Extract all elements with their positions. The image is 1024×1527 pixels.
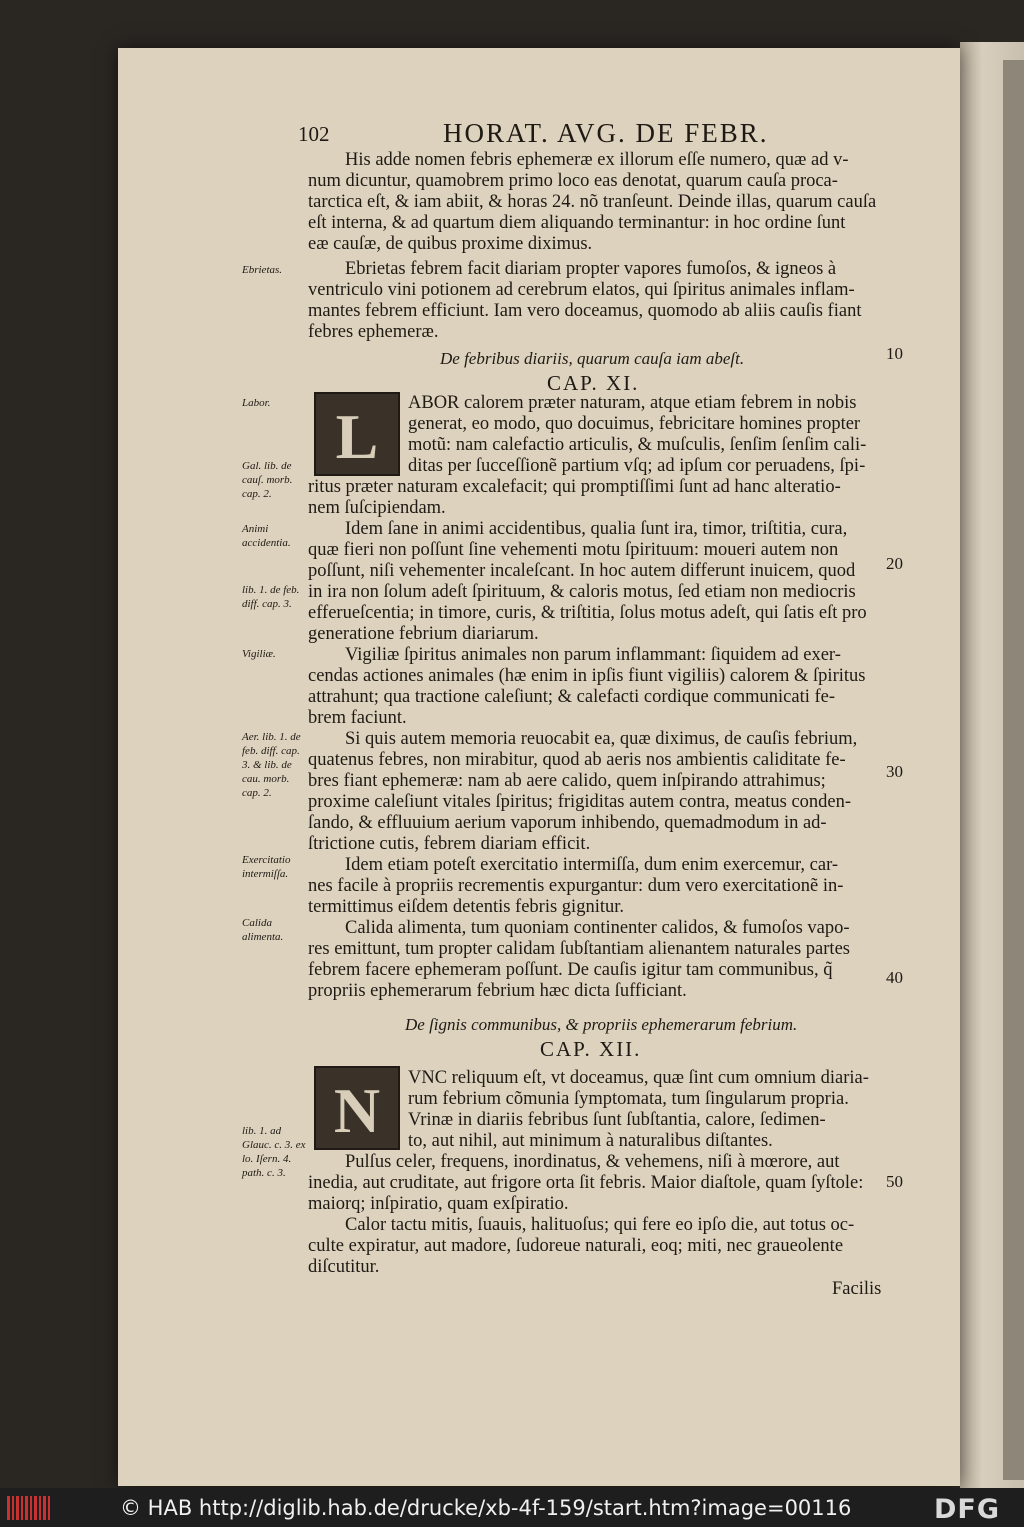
- text-line: Ebrietas febrem facit diariam propter vapores fumoſos, & igneos à: [345, 259, 837, 279]
- text-line: brem faciunt.: [308, 708, 407, 728]
- text-line: num dicuntur, quamobrem primo loco eas denotat, quarum cauſa proca-: [308, 171, 838, 191]
- copyright-url[interactable]: © HAB http://diglib.hab.de/drucke/xb-4f-159/start.htm?image=00116: [120, 1496, 852, 1520]
- chapter-title: CAP. XI.: [547, 371, 640, 395]
- marginal-note: Animi accidentia.: [242, 523, 291, 549]
- text-line: to, aut nihil, aut minimum à naturalibus diſtantes.: [408, 1131, 773, 1151]
- text-line: Vigiliæ ſpiritus animales non parum inflammant: ſiquidem ad exer-: [345, 645, 841, 665]
- text-line: inedia, aut cruditate, aut frigore orta ſit febris. Maior diaſtole, quam ſyſtole:: [308, 1173, 864, 1193]
- text-line: cendas actiones animales (hæ enim in ipſis fiunt vigiliis) calorem & ſpiritus: [308, 666, 866, 686]
- text-line: propriis ephemerarum febrium hæc dicta ſufficiant.: [308, 981, 687, 1001]
- line-number: 10: [886, 344, 903, 363]
- marginal-note: lib. 1. de feb. diff. cap. 3.: [242, 584, 300, 610]
- text-line: VNC reliquum eſt, vt doceamus, quæ ſint cum omnium diaria-: [408, 1068, 869, 1088]
- text-line: ſtrictione cutis, febrem diariam efficit.: [308, 834, 591, 854]
- text-line: diſcutitur.: [308, 1257, 380, 1277]
- text-line: febres ephemeræ.: [308, 322, 439, 342]
- marginal-note: Calida alimenta.: [242, 917, 284, 943]
- text-line: Vrinæ in diariis febribus ſunt ſubſtantia, calore, ſedimen-: [408, 1110, 826, 1130]
- catchword: Facilis: [832, 1279, 882, 1299]
- text-line: quatenus febres, non mirabitur, quod ab aeris nos ambientis caliditate fe-: [308, 750, 846, 770]
- text-line: Idem etiam poteſt exercitatio intermiſſa, dum enim exercemur, car-: [345, 855, 839, 875]
- text-line: Calor tactu mitis, ſuauis, halituoſus; qui fere eo ipſo die, aut totus oc-: [345, 1215, 855, 1235]
- text-line: nes facile à propriis recrementis expurgantur: dum vero exercitationẽ in-: [308, 876, 844, 896]
- text-line: maiorq; inſpiratio, quam exſpiratio.: [308, 1194, 569, 1214]
- text-line: Si quis autem memoria reuocabit ea, quæ diximus, de cauſis febrium,: [345, 729, 858, 749]
- text-line: eſt interna, & ad quartum diem aliquando terminantur: in hoc ordine ſunt: [308, 213, 846, 233]
- text-line: ritus præter naturam excalefacit; qui promptiſſimi ſunt ad hanc alteratio-: [308, 477, 841, 497]
- chapter-title: CAP. XII.: [540, 1037, 642, 1061]
- marginal-note: Ebrietas.: [242, 264, 283, 276]
- text-line: efferueſcentia; in timore, curis, & triſtitia, ſolus motus adeſt, qui ſatis eſt pro: [308, 603, 867, 623]
- text-line: bres fiant ephemeræ: nam ab aere calido, quem inſpirando attrahimus;: [308, 771, 826, 791]
- text-line: generat, eo modo, quo docuimus, febricitare homines propter: [408, 414, 861, 434]
- text-line: ABOR calorem præter naturam, atque etiam febrem in nobis: [408, 393, 857, 413]
- text-line: culte expiratur, aut madore, ſudoreue naturali, eoq; miti, nec graueolente: [308, 1236, 844, 1256]
- text-line: mantes febrem efficiunt. Iam vero doceamus, quomodo ab aliis cauſis fiant: [308, 301, 862, 321]
- drop-cap-letter: L: [335, 401, 379, 472]
- section-heading: De febribus diariis, quarum cauſa iam abeſt.: [440, 349, 745, 368]
- text-line: rum febrium cõmunia ſymptomata, tum ſingularum propria.: [408, 1089, 849, 1109]
- drop-cap-letter: N: [333, 1075, 381, 1146]
- text-line: Calida alimenta, tum quoniam continenter calidos, & fumoſos vapo-: [345, 918, 850, 938]
- library-logo-icon: [6, 1493, 52, 1523]
- text-line: proxime caleſiunt vitales ſpiritus; frigiditas autem contra, meatus conden-: [308, 792, 852, 812]
- drop-cap-initial: [314, 392, 400, 476]
- text-line: res emittunt, tum propter calidam ſubſtantiam alienantem naturales partes: [308, 939, 850, 959]
- line-number: 50: [886, 1172, 903, 1191]
- text-line: nem ſuſcipiendam.: [308, 498, 446, 518]
- marginal-note: Exercitatio intermiſſa.: [242, 854, 291, 880]
- marginal-note: Aer. lib. 1. de feb. diff. cap. 3. & lib. de cau. morb. cap. 2.: [242, 731, 301, 799]
- text-line: poſſunt, niſi vehementer incaleſcant. In hoc autem differunt inuicem, quod: [308, 561, 856, 581]
- text-line: febrem facere ephemeram poſſunt. De cauſis igitur tam communibus, q̃: [308, 960, 833, 980]
- marginal-note: Vigiliæ.: [242, 648, 276, 660]
- text-line: His adde nomen febris ephemeræ ex illorum eſſe numero, quæ ad v-: [345, 150, 849, 170]
- section-heading: De ſignis communibus, & propriis ephemerarum febrium.: [405, 1015, 798, 1034]
- text-line: in ira non ſolum adeſt ſpirituum, & caloris motus, ſed etiam non mediocris: [308, 582, 856, 602]
- running-title: HORAT. AVG. DE FEBR.: [443, 118, 769, 148]
- marginal-note: lib. 1. ad Glauc. c. 3. ex lo. Iſern. 4. path. c. 3.: [242, 1125, 306, 1179]
- color-ruler: [1003, 60, 1024, 1480]
- drop-cap-initial: [314, 1066, 400, 1150]
- text-line: Pulſus celer, frequens, inordinatus, & vehemens, niſi à mœrore, aut: [345, 1152, 840, 1172]
- text-line: ſando, & effluuium aerium vaporum inhibendo, quemadmodum in ad-: [308, 813, 827, 833]
- page-number: 102: [298, 122, 330, 146]
- text-line: motũ: nam calefactio articulis, & muſculis, ſenſim ſenſim cali-: [408, 435, 867, 455]
- line-number: 30: [886, 762, 903, 781]
- text-line: eæ cauſæ, de quibus proxime diximus.: [308, 234, 593, 254]
- text-line: ventriculo vini potionem ad cerebrum elatos, qui ſpiritus animales inflam-: [308, 280, 855, 300]
- text-line: ditas per ſucceſſionẽ partium vſq; ad ipſum cor peruadens, ſpi-: [408, 456, 866, 476]
- text-line: termittimus eiſdem detentis febris gignitur.: [308, 897, 624, 917]
- line-number: 20: [886, 554, 903, 573]
- dfg-logo: DFG: [934, 1494, 1001, 1525]
- marginal-note: Labor.: [242, 397, 271, 409]
- text-line: generatione febrium diariarum.: [308, 624, 539, 644]
- marginal-note: Gal. lib. de cauſ. morb. cap. 2.: [242, 460, 293, 500]
- text-line: attrahunt; qua tractione caleſiunt; & calefacti cordique communicati fe-: [308, 687, 836, 707]
- text-line: tarctica eſt, & iam abiit, & horas 24. nõ tranſeunt. Deinde illas, quarum cauſa: [308, 192, 877, 212]
- line-number: 40: [886, 968, 903, 987]
- text-line: Idem ſane in animi accidentibus, qualia ſunt ira, timor, triſtitia, cura,: [345, 519, 848, 539]
- text-line: quæ fieri non poſſunt ſine vehementi motu ſpirituum: moueri autem non: [308, 540, 839, 560]
